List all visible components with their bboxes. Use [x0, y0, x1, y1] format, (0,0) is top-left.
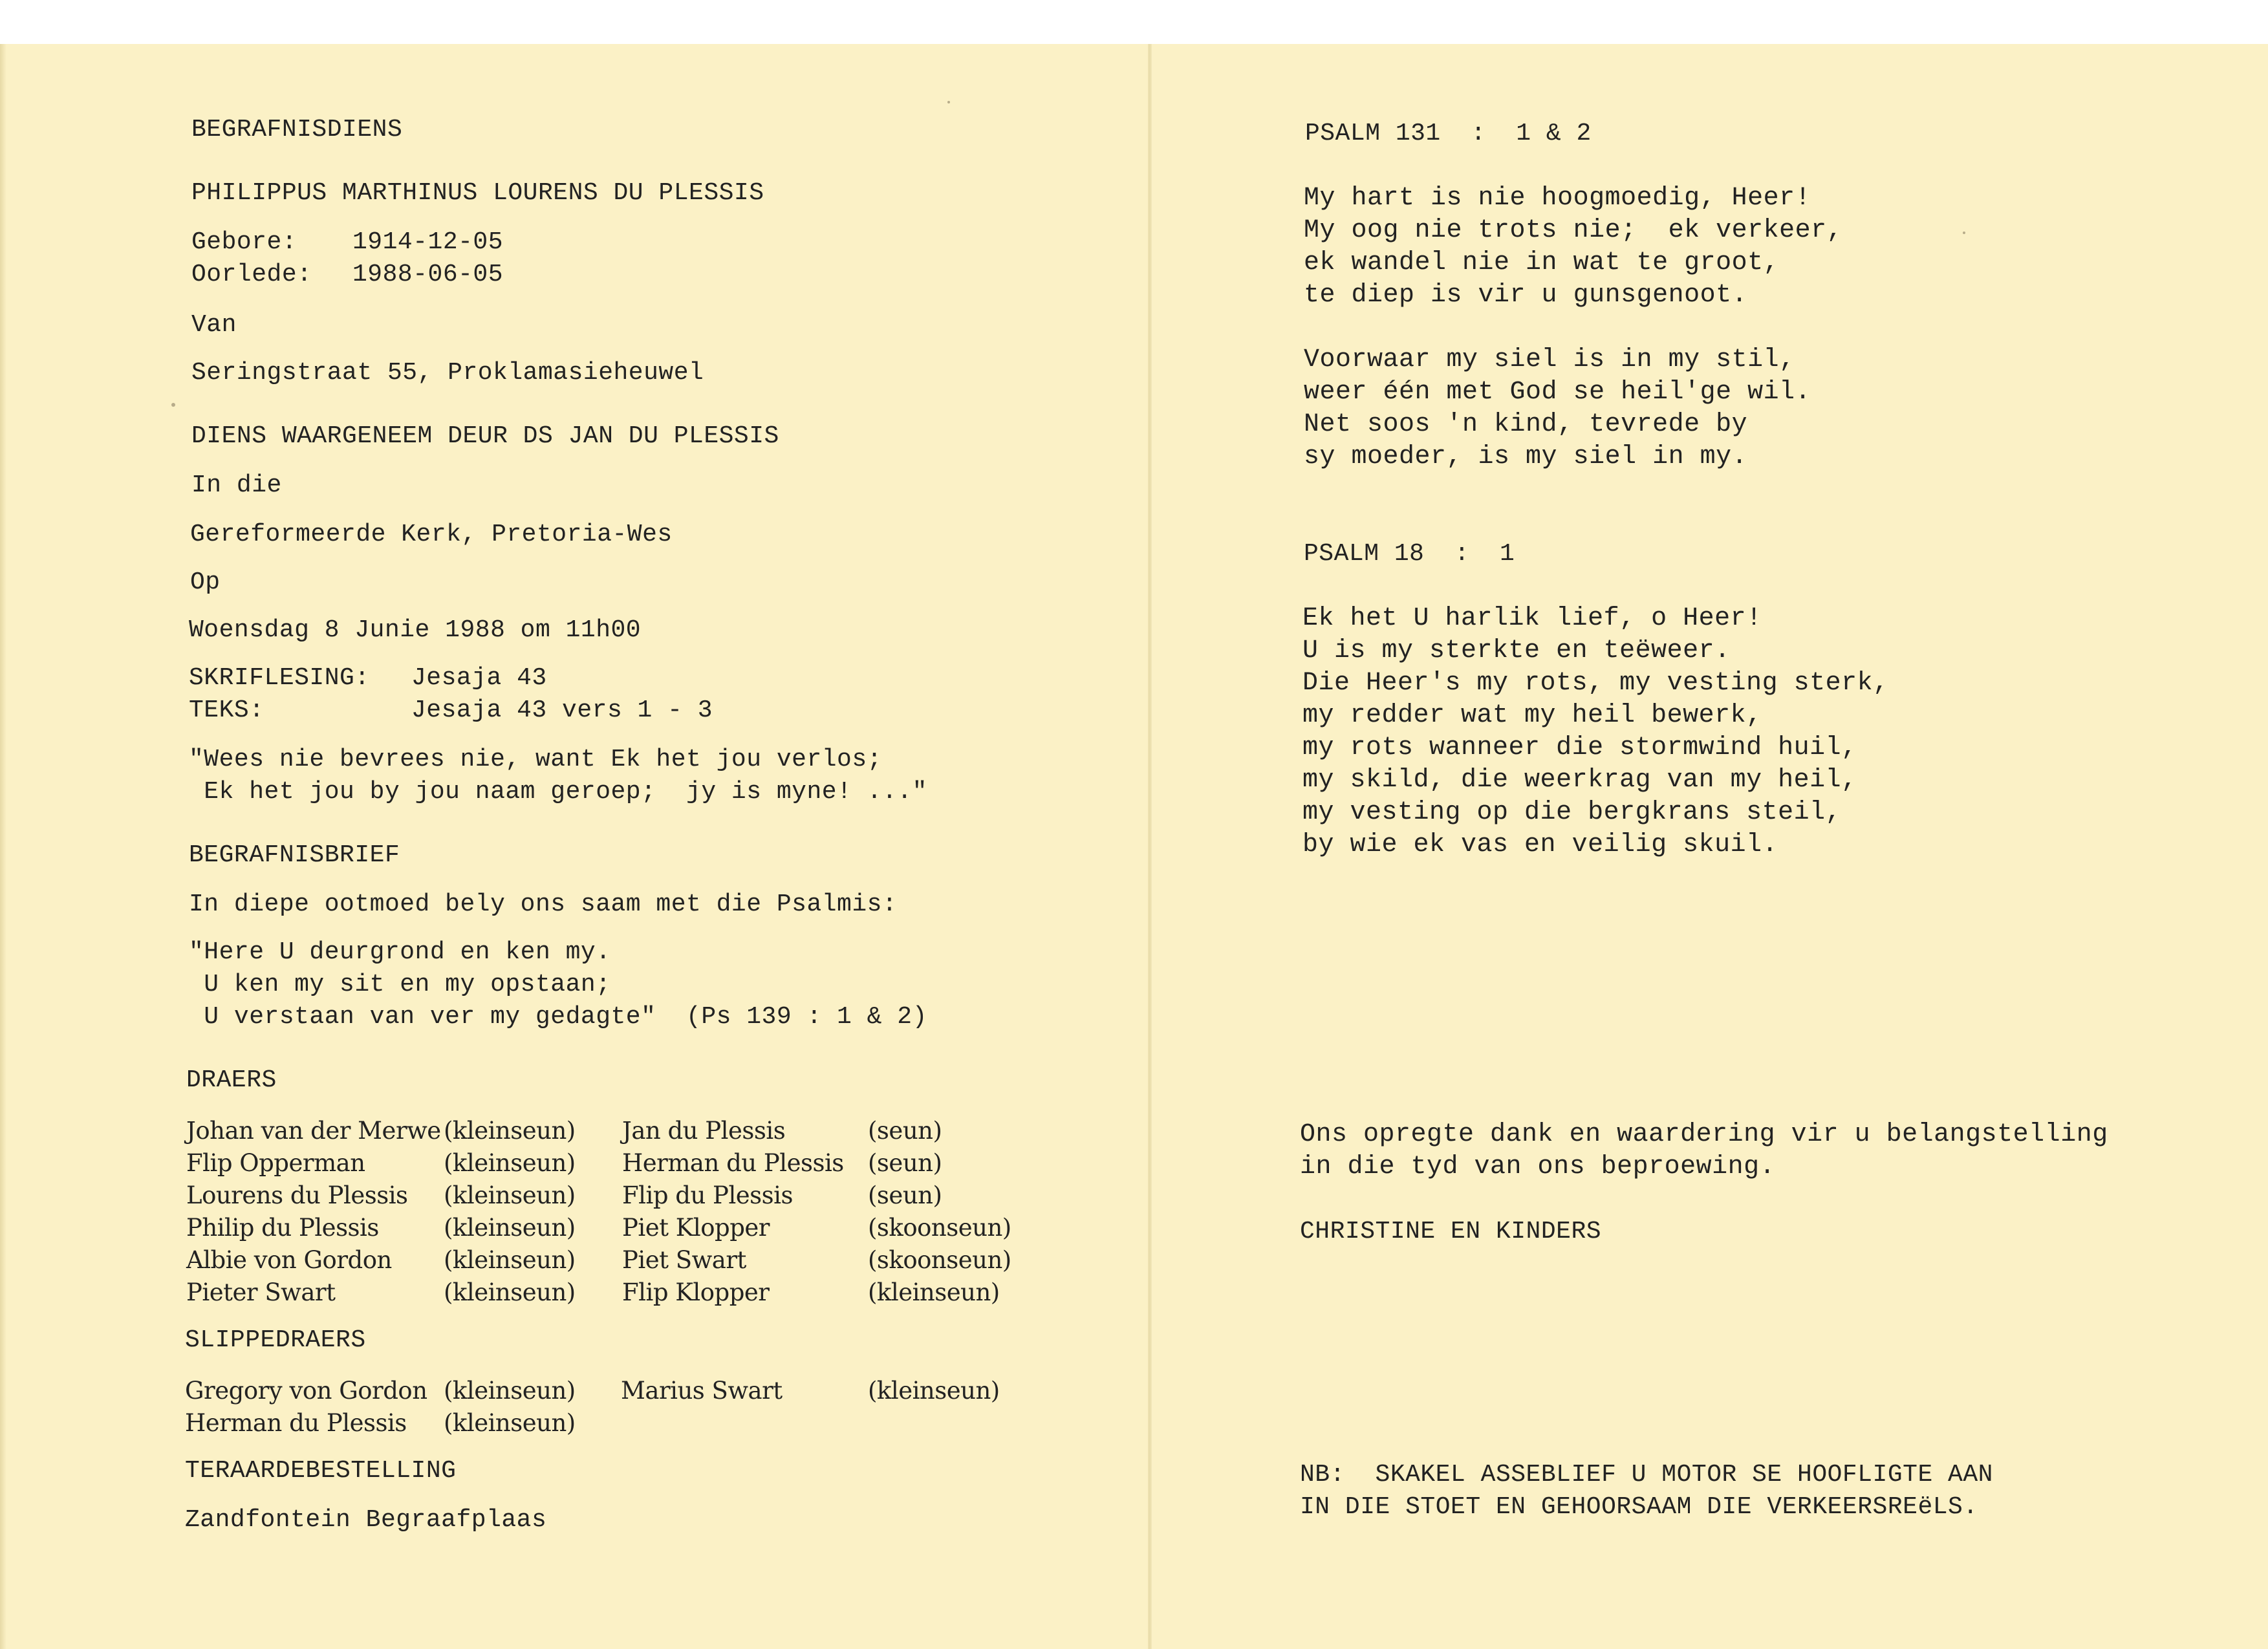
died-date: 1988-06-05 — [352, 261, 504, 288]
bearer-relation: (kleinseun) — [444, 1246, 576, 1274]
on-label: Op — [190, 568, 221, 596]
psalm-line: U is my sterkte en teëweer. — [1302, 636, 1731, 665]
bearer-relation: (kleinseun) — [444, 1278, 576, 1306]
pallbearers-heading: SLIPPEDRAERS — [185, 1326, 366, 1354]
bearer-relation: (seun) — [868, 1181, 942, 1209]
text-label: TEKS: — [189, 696, 265, 724]
pallbearer-name: Marius Swart — [621, 1377, 783, 1405]
bearer-name: Flip Opperman — [186, 1149, 365, 1177]
notice-line: IN DIE STOET EN GEHOORSAAM DIE VERKEERSREëLS. — [1300, 1493, 1978, 1521]
psalm-line: Die Heer's my rots, my vesting sterk, — [1302, 669, 1889, 698]
bearer-relation: (kleinseun) — [444, 1181, 576, 1209]
verse-line: Ek het jou by jou naam geroep; jy is myne! ..." — [189, 778, 927, 806]
officiant: DIENS WAARGENEEM DEUR DS JAN DU PLESSIS — [191, 422, 779, 450]
burial-place: Zandfontein Begraafplaas — [185, 1506, 547, 1534]
psalm-line: My hart is nie hoogmoedig, Heer! — [1304, 184, 1811, 213]
bearer-relation: (seun) — [868, 1149, 942, 1177]
in-label: In die — [191, 471, 282, 499]
signoff: CHRISTINE EN KINDERS — [1300, 1218, 1602, 1245]
service-datetime: Woensdag 8 Junie 1988 om 11h00 — [189, 616, 642, 644]
psalm-line: Voorwaar my siel is in my stil, — [1304, 345, 1795, 374]
bearer-name: Piet Klopper — [622, 1214, 770, 1242]
left-edge-shadow — [0, 44, 6, 1649]
bearers-heading: DRAERS — [186, 1066, 277, 1094]
letter-intro: In diepe ootmoed bely ons saam met die Psalmis: — [189, 890, 898, 918]
reading-label: SKRIFLESING: — [189, 664, 370, 692]
bearer-name: Pieter Swart — [186, 1278, 336, 1306]
bearer-relation: (skoonseun) — [868, 1214, 1011, 1242]
pallbearer-relation: (kleinseun) — [444, 1409, 576, 1437]
notice-line: NB: SKAKEL ASSEBLIEF U MOTOR SE HOOFLIGTE AAN — [1300, 1461, 1993, 1489]
bearer-name: Flip Klopper — [622, 1278, 770, 1306]
psalm-line: My oog nie trots nie; ek verkeer, — [1304, 216, 1843, 245]
pallbearer-relation: (kleinseun) — [868, 1377, 1000, 1405]
bearer-name: Johan van der Merwe — [186, 1117, 441, 1145]
pallbearer-relation: (kleinseun) — [444, 1377, 576, 1405]
born-label: Gebore: — [191, 228, 297, 256]
bearer-name: Jan du Plessis — [622, 1117, 786, 1145]
letter-quote-line: "Here U deurgrond en ken my. — [189, 938, 611, 966]
psalm-line: te diep is vir u gunsgenoot. — [1304, 281, 1748, 310]
bearer-name: Flip du Plessis — [622, 1181, 793, 1209]
bearer-relation: (skoonseun) — [868, 1246, 1011, 1274]
letter-heading: BEGRAFNISBRIEF — [189, 841, 400, 869]
bearer-name: Piet Swart — [622, 1246, 746, 1274]
address: Seringstraat 55, Proklamasieheuwel — [191, 359, 704, 387]
bearer-relation: (seun) — [868, 1117, 942, 1145]
reading-ref: Jesaja 43 — [411, 664, 547, 692]
born-date: 1914-12-05 — [352, 228, 504, 256]
center-fold — [1148, 44, 1152, 1649]
church-name: Gereformeerde Kerk, Pretoria-Wes — [190, 521, 673, 548]
pallbearer-name: Gregory von Gordon — [185, 1377, 427, 1405]
bearer-name: Albie von Gordon — [186, 1246, 392, 1274]
bearer-relation: (kleinseun) — [444, 1149, 576, 1177]
psalm-line: my vesting op die bergkrans steil, — [1302, 798, 1842, 827]
psalm-line: my skild, die weerkrag van my heil, — [1302, 766, 1857, 795]
bearer-relation: (kleinseun) — [444, 1214, 576, 1242]
psalm-18-title: PSALM 18 : 1 — [1304, 540, 1515, 568]
thanks-line: in die tyd van ons beproewing. — [1300, 1152, 1776, 1181]
thanks-line: Ons opregte dank en waardering vir u belangstelling — [1300, 1120, 2108, 1149]
bearer-name: Philip du Plessis — [186, 1214, 379, 1242]
pallbearer-name: Herman du Plessis — [185, 1409, 407, 1437]
paper-speck — [171, 403, 175, 407]
psalm-line: sy moeder, is my siel in my. — [1304, 442, 1748, 471]
paper-speck — [1963, 232, 1965, 234]
bearer-name: Herman du Plessis — [622, 1149, 844, 1177]
letter-quote-line: U ken my sit en my opstaan; — [189, 971, 611, 998]
bearer-relation: (kleinseun) — [868, 1278, 1000, 1306]
verse-line: "Wees nie bevrees nie, want Ek het jou verlos; — [189, 746, 882, 773]
psalm-131-title: PSALM 131 : 1 & 2 — [1305, 120, 1592, 147]
psalm-line: by wie ek vas en veilig skuil. — [1302, 830, 1778, 859]
from-label: Van — [191, 311, 237, 339]
bearer-relation: (kleinseun) — [444, 1117, 576, 1145]
bearer-name: Lourens du Plessis — [186, 1181, 408, 1209]
letter-quote-line: U verstaan van ver my gedagte" (Ps 139 : 1 & 2) — [189, 1003, 927, 1031]
text-ref: Jesaja 43 vers 1 - 3 — [411, 696, 713, 724]
psalm-line: Net soos 'n kind, tevrede by — [1304, 410, 1748, 439]
psalm-line: my redder wat my heil bewerk, — [1302, 701, 1762, 730]
psalm-line: my rots wanneer die stormwind huil, — [1302, 733, 1857, 762]
paper-speck — [947, 101, 950, 103]
service-heading: BEGRAFNISDIENS — [191, 116, 403, 144]
died-label: Oorlede: — [191, 261, 312, 288]
deceased-name: PHILIPPUS MARTHINUS LOURENS DU PLESSIS — [191, 179, 764, 207]
burial-heading: TERAARDEBESTELLING — [185, 1457, 457, 1485]
psalm-line: Ek het U harlik lief, o Heer! — [1302, 604, 1762, 633]
psalm-line: ek wandel nie in wat te groot, — [1304, 248, 1780, 277]
psalm-line: weer één met God se heil'ge wil. — [1304, 378, 1811, 407]
